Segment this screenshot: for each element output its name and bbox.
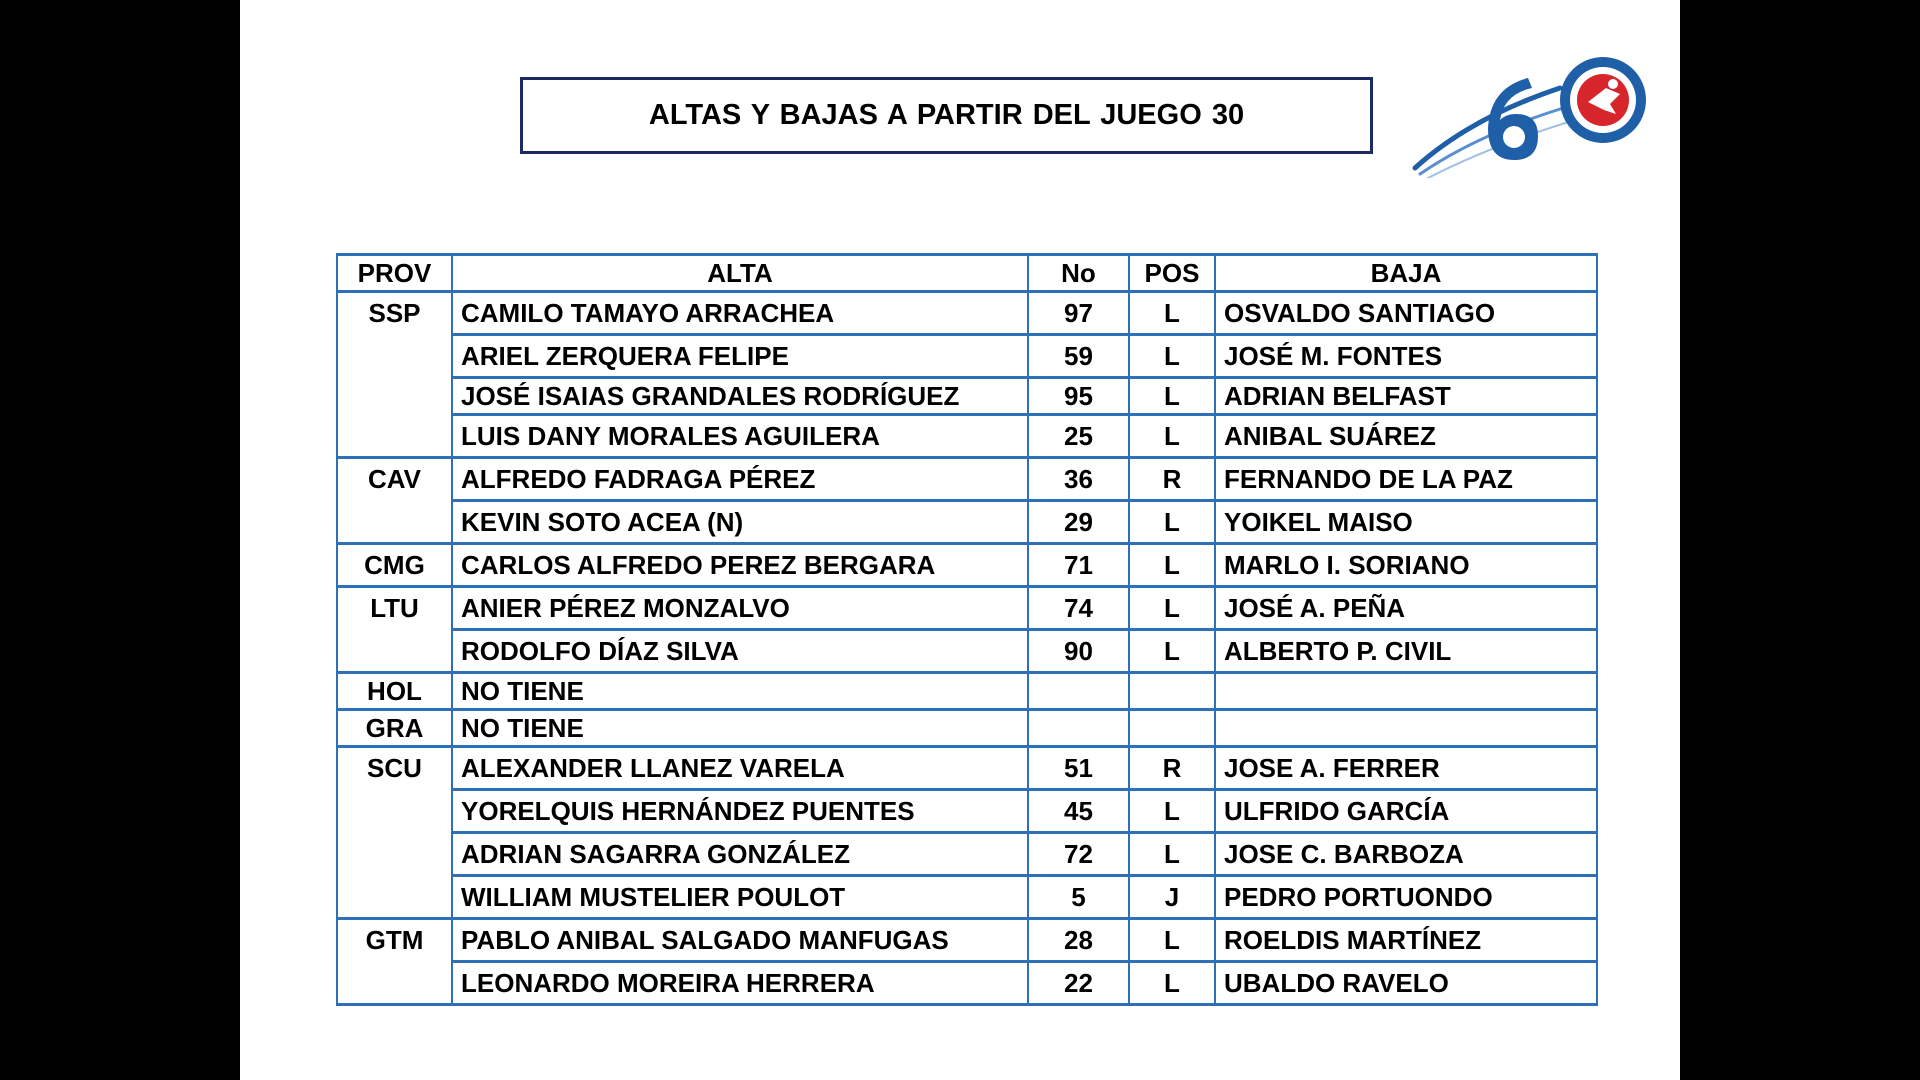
cell-pos: L [1129, 833, 1215, 876]
cell-pos: L [1129, 501, 1215, 544]
cell-no: 71 [1028, 544, 1129, 587]
cell-alta: YORELQUIS HERNÁNDEZ PUENTES [452, 790, 1028, 833]
cell-alta: ALFREDO FADRAGA PÉREZ [452, 458, 1028, 501]
table-row [337, 833, 1597, 876]
cell-no: 29 [1028, 501, 1129, 544]
table-row [337, 587, 1597, 630]
cell-baja: JOSE C. BARBOZA [1215, 833, 1597, 876]
cell-pos: L [1129, 378, 1215, 415]
cell-alta: LUIS DANY MORALES AGUILERA [452, 415, 1028, 458]
cell-no: 59 [1028, 335, 1129, 378]
table-row [337, 876, 1597, 919]
cell-prov: GTM [337, 919, 452, 962]
cell-alta: JOSÉ ISAIAS GRANDALES RODRÍGUEZ [452, 378, 1028, 415]
cell-pos: L [1129, 335, 1215, 378]
table-row [337, 415, 1597, 458]
cell-prov: CMG [337, 544, 452, 587]
serie-nacional-logo [1410, 48, 1650, 178]
header-pos: POS [1129, 255, 1215, 292]
cell-prov: SCU [337, 747, 452, 790]
cell-pos [1129, 673, 1215, 710]
cell-no: 97 [1028, 292, 1129, 335]
table-row [337, 710, 1597, 747]
cell-alta: NO TIENE [452, 710, 1028, 747]
cell-prov: GRA [337, 710, 452, 747]
header-baja: BAJA [1215, 255, 1597, 292]
cell-baja [1215, 673, 1597, 710]
cell-prov: CAV [337, 458, 452, 501]
cell-no [1028, 673, 1129, 710]
cell-no: 90 [1028, 630, 1129, 673]
cell-no: 51 [1028, 747, 1129, 790]
table-row [337, 630, 1597, 673]
cell-pos [1129, 710, 1215, 747]
cell-baja: ADRIAN BELFAST [1215, 378, 1597, 415]
table-row [337, 292, 1597, 335]
table-row [337, 378, 1597, 415]
cell-prov [337, 790, 452, 833]
cell-prov [337, 962, 452, 1005]
cell-alta: PABLO ANIBAL SALGADO MANFUGAS [452, 919, 1028, 962]
cell-no: 22 [1028, 962, 1129, 1005]
table-row [337, 458, 1597, 501]
table-row [337, 790, 1597, 833]
cell-prov [337, 876, 452, 919]
cell-baja: JOSE A. FERRER [1215, 747, 1597, 790]
cell-baja: UBALDO RAVELO [1215, 962, 1597, 1005]
cell-no: 36 [1028, 458, 1129, 501]
cell-baja: PEDRO PORTUONDO [1215, 876, 1597, 919]
table-row [337, 747, 1597, 790]
cell-baja: ALBERTO P. CIVIL [1215, 630, 1597, 673]
cell-alta: ALEXANDER LLANEZ VARELA [452, 747, 1028, 790]
cell-prov [337, 415, 452, 458]
cell-no: 45 [1028, 790, 1129, 833]
cell-prov: HOL [337, 673, 452, 710]
cell-baja: MARLO I. SORIANO [1215, 544, 1597, 587]
cell-alta: ANIER PÉREZ MONZALVO [452, 587, 1028, 630]
cell-pos: J [1129, 876, 1215, 919]
slide [240, 0, 1680, 1080]
header-alta: ALTA [452, 255, 1028, 292]
cell-no: 72 [1028, 833, 1129, 876]
cell-baja: ROELDIS MARTÍNEZ [1215, 919, 1597, 962]
table-row [337, 962, 1597, 1005]
cell-baja: YOIKEL MAISO [1215, 501, 1597, 544]
cell-pos: R [1129, 458, 1215, 501]
cell-prov: LTU [337, 587, 452, 630]
cell-alta: ARIEL ZERQUERA FELIPE [452, 335, 1028, 378]
cell-baja [1215, 710, 1597, 747]
cell-pos: L [1129, 292, 1215, 335]
cell-alta: CARLOS ALFREDO PEREZ BERGARA [452, 544, 1028, 587]
header-prov: PROV [337, 255, 452, 292]
cell-no: 25 [1028, 415, 1129, 458]
cell-baja: FERNANDO DE LA PAZ [1215, 458, 1597, 501]
cell-pos: R [1129, 747, 1215, 790]
cell-alta: LEONARDO MOREIRA HERRERA [452, 962, 1028, 1005]
cell-prov [337, 335, 452, 378]
cell-no: 95 [1028, 378, 1129, 415]
cell-pos: L [1129, 630, 1215, 673]
altas-bajas-table [336, 253, 1598, 1006]
table-row [337, 544, 1597, 587]
cell-prov: SSP [337, 292, 452, 335]
cell-pos: L [1129, 962, 1215, 1005]
cell-pos: L [1129, 919, 1215, 962]
cell-prov [337, 378, 452, 415]
cell-baja: JOSÉ M. FONTES [1215, 335, 1597, 378]
cell-baja: ANIBAL SUÁREZ [1215, 415, 1597, 458]
cell-no: 5 [1028, 876, 1129, 919]
cell-pos: L [1129, 790, 1215, 833]
cell-baja: OSVALDO SANTIAGO [1215, 292, 1597, 335]
cell-alta: ADRIAN SAGARRA GONZÁLEZ [452, 833, 1028, 876]
cell-baja: JOSÉ A. PEÑA [1215, 587, 1597, 630]
cell-alta: WILLIAM MUSTELIER POULOT [452, 876, 1028, 919]
header-no: No [1028, 255, 1129, 292]
table-row [337, 673, 1597, 710]
cell-alta: RODOLFO DÍAZ SILVA [452, 630, 1028, 673]
cell-baja: ULFRIDO GARCÍA [1215, 790, 1597, 833]
cell-prov [337, 630, 452, 673]
cell-no [1028, 710, 1129, 747]
cell-no: 28 [1028, 919, 1129, 962]
page-title: ALTAS Y BAJAS A PARTIR DEL JUEGO 30 [520, 77, 1373, 154]
cell-alta: KEVIN SOTO ACEA (N) [452, 501, 1028, 544]
cell-prov [337, 833, 452, 876]
cell-pos: L [1129, 415, 1215, 458]
table-row [337, 335, 1597, 378]
table-row [337, 501, 1597, 544]
cell-prov [337, 501, 452, 544]
cell-pos: L [1129, 587, 1215, 630]
table-header-row [337, 255, 1597, 292]
cell-no: 74 [1028, 587, 1129, 630]
cell-alta: NO TIENE [452, 673, 1028, 710]
table-row [337, 919, 1597, 962]
cell-pos: L [1129, 544, 1215, 587]
cell-alta: CAMILO TAMAYO ARRACHEA [452, 292, 1028, 335]
